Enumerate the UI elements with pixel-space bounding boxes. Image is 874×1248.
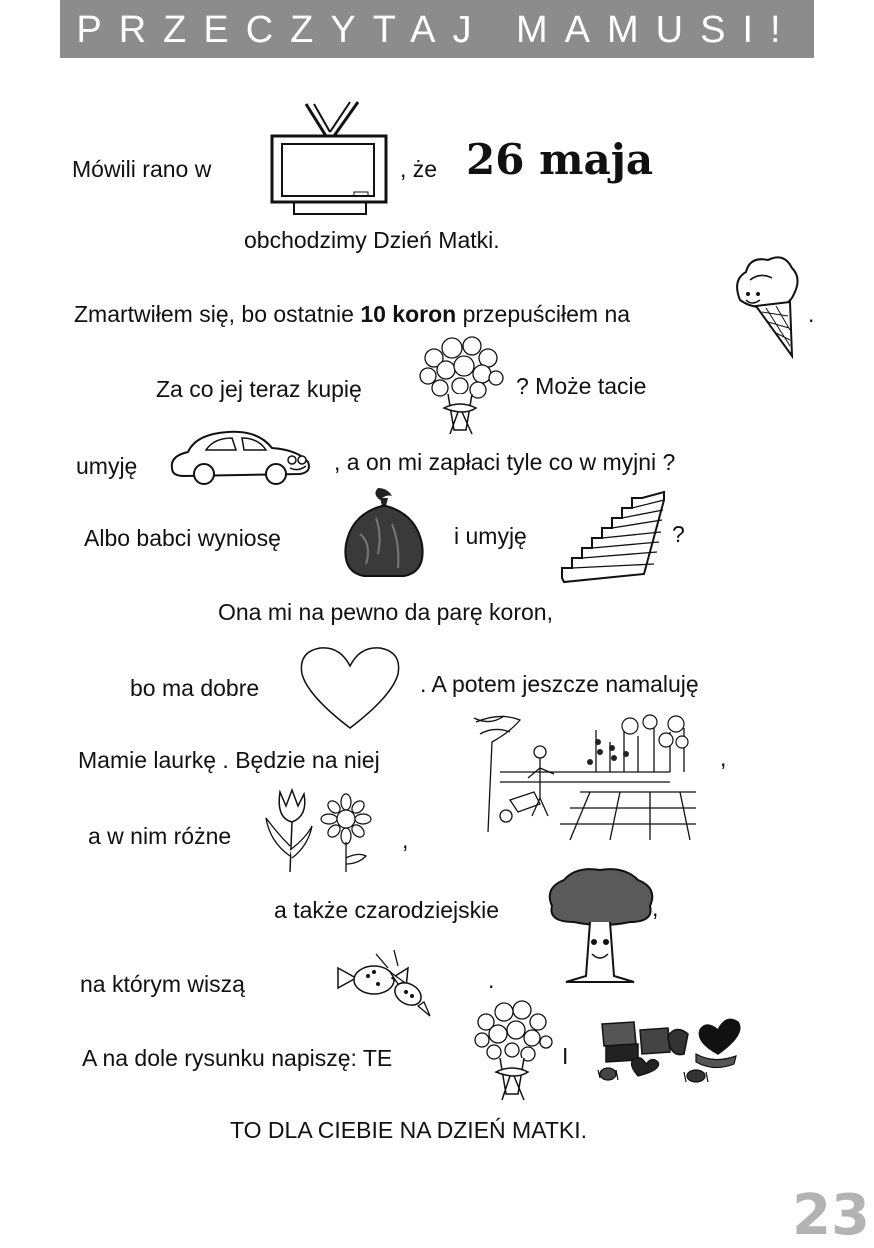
- text-line-5b: , a on mi zapłaci tyle co w myjni ?: [334, 449, 676, 475]
- text-line-6a: Albo babci wyniosę: [84, 525, 281, 551]
- page-header: [60, 0, 814, 58]
- garden-picture-icon: [470, 712, 696, 842]
- sweets-icon: [596, 1014, 746, 1092]
- text-line-13a: A na dole rysunku napiszę: TE: [82, 1045, 393, 1071]
- text-line-5a: umyję: [76, 453, 138, 479]
- text-line-8a: bo ma dobre: [130, 675, 260, 701]
- text-line-6b: i umyję: [454, 523, 527, 549]
- text-line-9a: Mamie laurkę . Będzie na niej: [78, 747, 380, 773]
- text-line-4b: ? Może tacie: [516, 373, 647, 399]
- text-line-9b: ,: [720, 745, 727, 771]
- text-line-11a: a także czarodziejskie: [274, 897, 499, 923]
- text-line-13b: I: [562, 1043, 569, 1069]
- text-line-12a: na którym wiszą: [80, 971, 245, 997]
- text-line-10a: a w nim różne: [88, 823, 232, 849]
- text-line-1b: , że: [400, 156, 438, 182]
- bouquet-icon-2: [470, 996, 554, 1104]
- text-line-1a: Mówili rano w: [72, 156, 212, 182]
- text-line-12b: .: [488, 967, 495, 993]
- car-icon: [166, 428, 316, 486]
- text-line-14: TO DLA CIEBIE NA DZIEŃ MATKI.: [230, 1117, 588, 1143]
- tv-icon: [268, 100, 390, 218]
- page-number: 23: [792, 1183, 870, 1248]
- tree-icon: [542, 866, 658, 986]
- text-line-10b: ,: [402, 827, 409, 853]
- date-heading: 26 maja: [466, 135, 654, 184]
- tulip-icon: [262, 786, 320, 876]
- trash-bag-icon: [342, 484, 426, 580]
- daisy-icon: [318, 794, 374, 874]
- text-line-6c: ?: [672, 521, 685, 547]
- text-line-2: obchodzimy Dzień Matki.: [244, 227, 500, 253]
- text-line-11b: ,: [652, 895, 659, 921]
- bouquet-icon: [414, 330, 506, 440]
- amount-bold: 10 koron: [360, 301, 457, 327]
- text-line-3: [74, 300, 630, 328]
- text-line-7: Ona mi na pewno da parę koron,: [218, 599, 553, 625]
- stairs-icon: [560, 490, 666, 584]
- heart-icon: [298, 644, 402, 732]
- candy-icon: [334, 948, 434, 1020]
- text-line-4a: Za co jej teraz kupię: [156, 376, 362, 402]
- header-title: PRZECZYTAJ MAMUSI!: [76, 9, 798, 51]
- text-line-8b: . A potem jeszcze namaluję: [420, 671, 699, 697]
- text-line-3b: przepuściłem na: [462, 301, 631, 327]
- text-line-3a: Zmartwiłem się, bo ostatnie: [74, 301, 354, 327]
- text-line-3-end: .: [808, 301, 815, 327]
- ice-cream-icon: [732, 250, 802, 360]
